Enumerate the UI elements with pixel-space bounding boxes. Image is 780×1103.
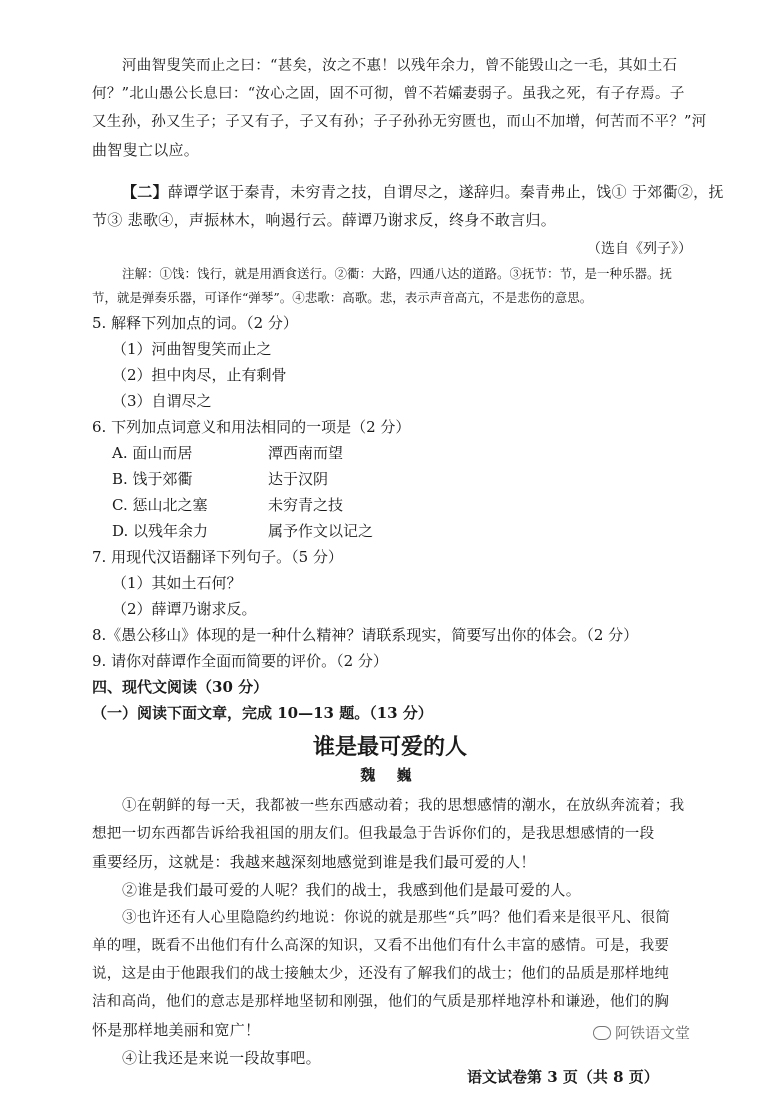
question-8: 8.《愚公移山》体现的是一种什么精神？请联系现实，简要写出你的体会。（2 分） <box>92 626 639 644</box>
article-paragraph-line: 重要经历，这就是：我越来越深刻地感觉到谁是我们最可爱的人！ <box>92 853 536 871</box>
article-paragraph-line: 单的哩，既看不出他们有什么高深的知识，又看不出他们有什么丰富的感情。可是，我要 <box>92 938 670 954</box>
article-paragraph-line: 洁和高尚，他们的意志是那样地坚韧和刚强，他们的气质是那样地淳朴和谦逊，他们的胸 <box>92 994 670 1010</box>
question-7-item: （1）其如土石何？ <box>112 574 242 592</box>
passage1-line: 曲智叟亡以应。 <box>92 141 200 159</box>
option-d: D. 以残年余力 <box>112 522 209 540</box>
section-heading: 四、现代文阅读（30 分） <box>92 678 269 696</box>
article-author: 魏 巍 <box>360 766 420 784</box>
passage1-line: 又生孙，孙又生子；子又有子，子又有孙；子子孙孙无穷匮也，而山不加增，何苦而不平？”河 <box>92 114 707 130</box>
article-paragraph-line: ②谁是我们最可爱的人呢？我们的战士，我感到他们是最可爱的人。 <box>122 881 582 899</box>
page-footer: 语文试卷第 3 页（共 8 页） <box>467 1068 659 1086</box>
option-b-pair: 达于汉阴 <box>268 470 329 488</box>
question-7-stem: 7. 用现代汉语翻译下列句子。（5 分） <box>92 548 343 566</box>
passage-source: （选自《列子》） <box>587 241 692 257</box>
passage1-line: 何？”北山愚公长息曰：“汝心之固，固不可彻，曾不若孀妻弱子。虽我之死，有子存焉。子 <box>92 86 685 102</box>
passage2-text: 薛谭学讴于秦青，未穷青之技，自谓尽之，遂辞归。秦青弗止，饯① 于郊衢②，抚 <box>167 183 724 201</box>
article-paragraph-line: ④让我还是来说一段故事吧。 <box>122 1049 321 1067</box>
wechat-icon <box>593 1026 611 1040</box>
question-5-item: （3）自谓尽之 <box>112 392 212 410</box>
annotation-line: 节，就是弹奏乐器，可译作“弹琴”。④悲歌：高歌。悲，表示声音高亢，不是悲伤的意思。 <box>92 290 593 305</box>
watermark <box>593 1022 690 1043</box>
article-paragraph-line: ①在朝鲜的每一天，我都被一些东西感动着；我的思想感情的潮水，在放纵奔流着；我 <box>122 798 685 814</box>
article-paragraph-line: 说，这是由于他跟我们的战士接触太少，还没有了解我们的战士；他们的品质是那样地纯 <box>92 966 670 982</box>
option-a-pair: 潭西南而望 <box>268 444 344 462</box>
article-title: 谁是最可爱的人 <box>312 735 467 760</box>
watermark-text: 阿铁语文堂 <box>615 1024 691 1042</box>
question-6-stem: 6. 下列加点词意义和用法相同的一项是（2 分） <box>92 418 411 436</box>
passage2-line <box>122 178 724 206</box>
article-paragraph-line: 想把一切东西都告诉给我祖国的朋友们。但我最急于告诉你们的，是我思想感情的一段 <box>92 826 655 842</box>
option-c-pair: 未穷青之技 <box>268 496 344 514</box>
question-5-item: （1）河曲智叟笑而止之 <box>112 340 272 358</box>
passage1-line: 河曲智叟笑而止之曰：“甚矣，汝之不惠！以残年余力，曾不能毁山之一毛，其如土石 <box>122 58 678 74</box>
option-a: A. 面山而居 <box>112 444 193 462</box>
question-5-stem: 5. 解释下列加点的词。（2 分） <box>92 314 298 332</box>
question-7-item: （2）薛谭乃谢求反。 <box>112 600 257 618</box>
option-c: C. 惩山北之塞 <box>112 496 208 514</box>
annotation-line: 注解：①饯：饯行，就是用酒食送行。②衢：大路，四通八达的道路。③抚节：节，是一种乐器。抚 <box>122 266 673 281</box>
question-9: 9. 请你对薛谭作全面而简要的评价。（2 分） <box>92 652 388 670</box>
article-paragraph-line: ③也许还有人心里隐隐约约地说：你说的就是那些“兵”吗？他们看来是很平凡、很简 <box>122 910 671 926</box>
option-b: B. 饯于郊衢 <box>112 470 193 488</box>
option-d-pair: 属予作文以记之 <box>268 522 374 540</box>
article-paragraph-line: 怀是那样地美丽和宽广！ <box>92 1021 261 1039</box>
passage2-line: 节③ 悲歌④，声振林木，响遏行云。薛谭乃谢求反，终身不敢言归。 <box>92 211 557 229</box>
passage2-label: 【二】 <box>122 183 168 201</box>
question-5-item: （2）担中肉尽，止有剩骨 <box>112 366 287 384</box>
subsection-heading: （一）阅读下面文章，完成 10—13 题。（13 分） <box>92 704 433 722</box>
